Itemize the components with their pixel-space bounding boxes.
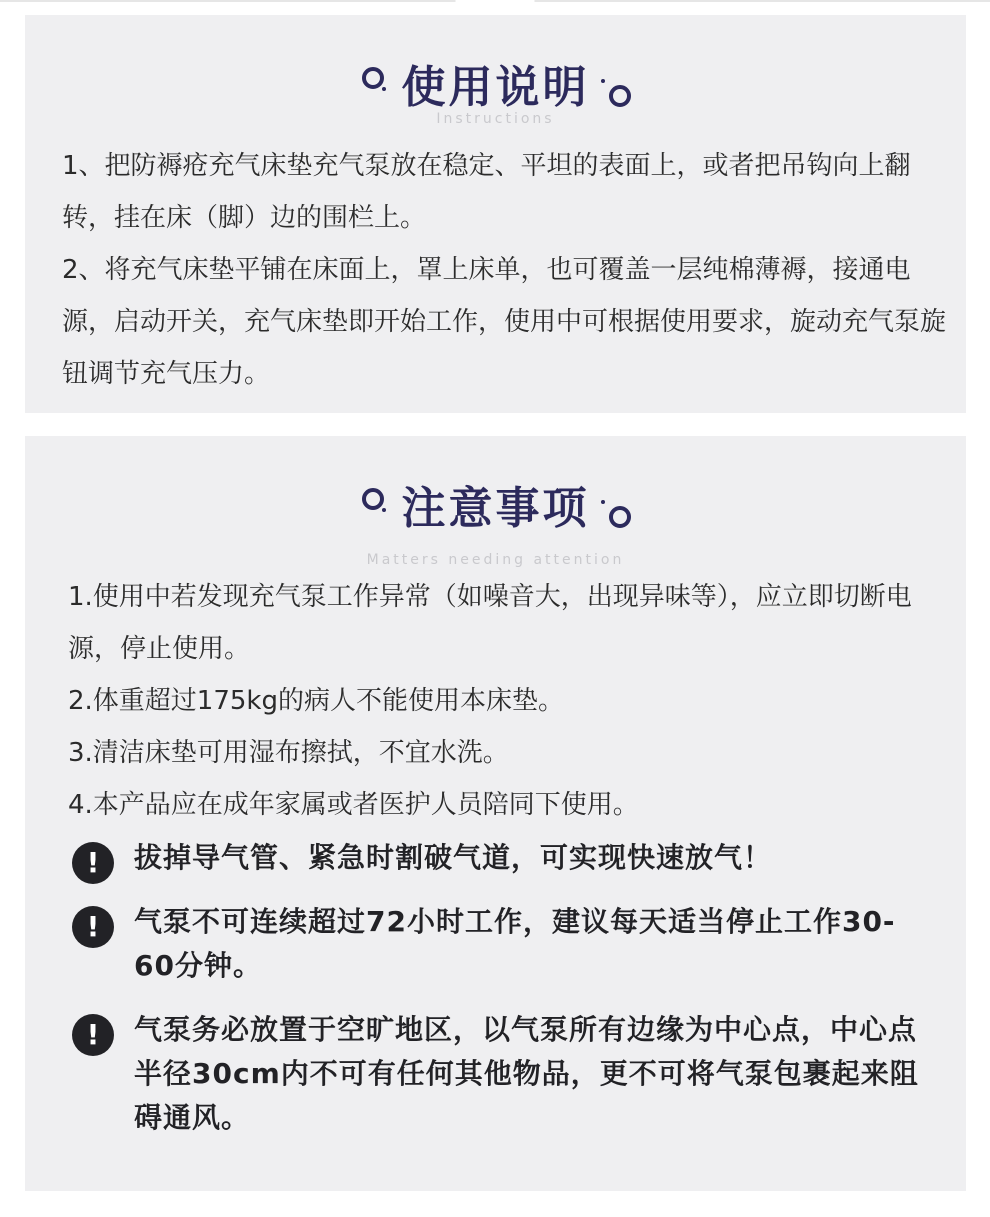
warning-text: 气泵务必放置于空旷地区，以气泵所有边缘为中心点，中心点半径30cm内不可有任何其他物品，更不可将气泵包裹起来阻碍通风。 bbox=[134, 1013, 919, 1134]
usage-instructions-panel bbox=[25, 15, 966, 413]
precautions-panel bbox=[25, 436, 966, 1191]
notes-list bbox=[68, 571, 958, 831]
note-item: 1.使用中若发现充气泵工作异常（如噪音大，出现异味等），应立即切断电源，停止使用。 bbox=[68, 582, 912, 664]
exclamation-icon: ! bbox=[72, 906, 114, 948]
warning-text: 拔掉导气管、紧急时割破气道，可实现快速放气！ bbox=[134, 841, 773, 874]
notes-title: 注意事项 bbox=[401, 483, 590, 534]
warning-item bbox=[72, 1008, 932, 1140]
note-item: 2.体重超过175kg的病人不能使用本床垫。 bbox=[68, 686, 564, 716]
usage-subtitle: Instructions bbox=[436, 111, 555, 127]
exclamation-icon: ! bbox=[72, 1014, 114, 1056]
ring-decoration-icon bbox=[595, 484, 635, 534]
usage-title: 使用说明 bbox=[401, 62, 590, 113]
ring-decoration-icon bbox=[356, 484, 396, 534]
warning-text: 气泵不可连续超过72小时工作，建议每天适当停止工作30-60分钟。 bbox=[134, 905, 896, 982]
usage-list bbox=[62, 140, 952, 400]
note-item: 3.清洁床垫可用湿布擦拭，不宜水洗。 bbox=[68, 738, 509, 768]
note-item: 4.本产品应在成年家属或者医护人员陪同下使用。 bbox=[68, 790, 639, 820]
usage-item: 1、把防褥疮充气床垫充气泵放在稳定、平坦的表面上，或者把吊钩向上翻转，挂在床（脚）边的围栏上。 bbox=[62, 151, 911, 233]
ring-decoration-icon bbox=[595, 63, 635, 113]
usage-title-row bbox=[25, 63, 966, 113]
notes-subtitle: Matters needing attention bbox=[366, 552, 625, 568]
top-divider bbox=[0, 0, 990, 2]
ring-decoration-icon bbox=[356, 63, 396, 113]
warning-item bbox=[72, 836, 932, 880]
warning-item bbox=[72, 900, 932, 988]
warning-list bbox=[72, 836, 932, 1160]
exclamation-icon: ! bbox=[72, 842, 114, 884]
usage-item: 2、将充气床垫平铺在床面上，罩上床单，也可覆盖一层纯棉薄褥，接通电源，启动开关，充气床垫即开始工作，使用中可根据使用要求，旋动充气泵旋钮调节充气压力。 bbox=[62, 255, 947, 389]
notes-title-row bbox=[25, 484, 966, 534]
